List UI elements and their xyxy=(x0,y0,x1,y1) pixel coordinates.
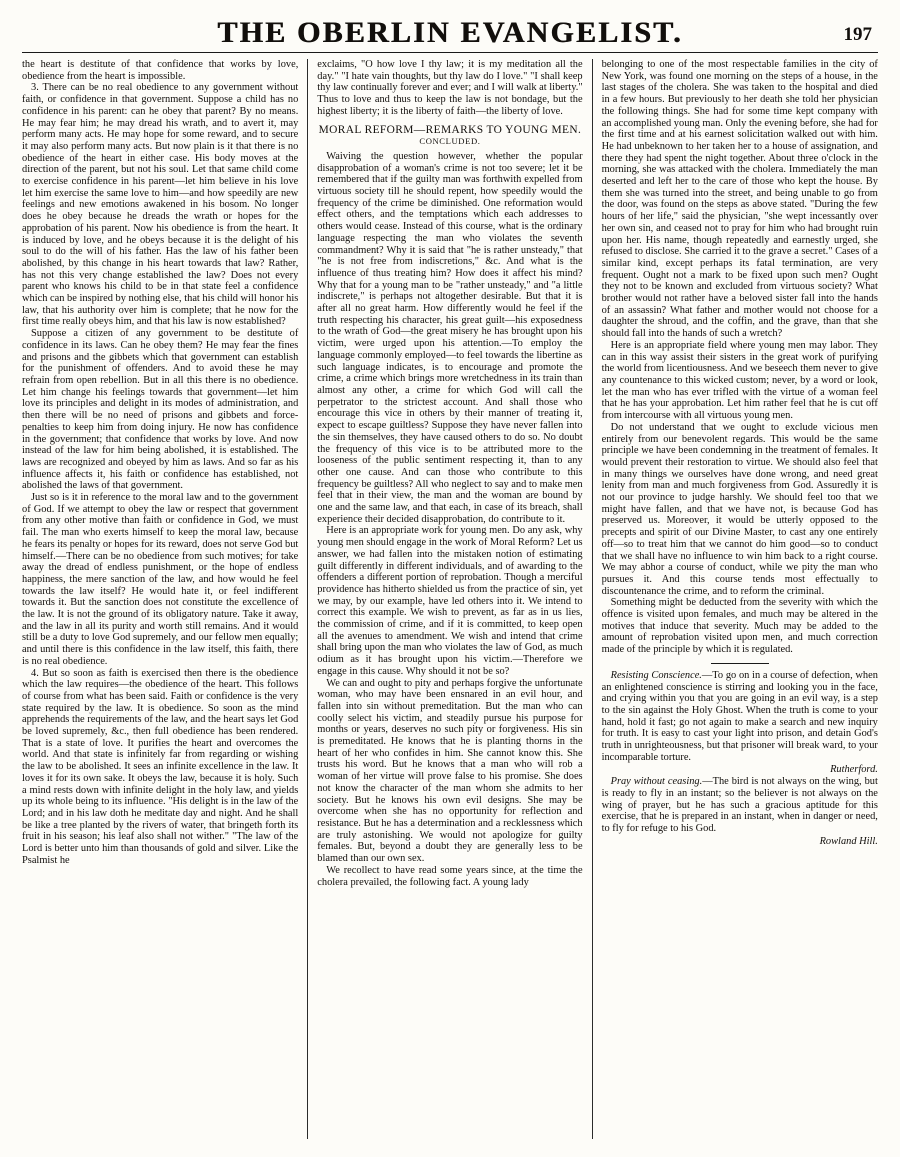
masthead-divider xyxy=(22,52,878,53)
filler-item-1-title: Resisting Conscience. xyxy=(610,669,702,681)
page-number: 197 xyxy=(843,24,872,45)
filler-item-2 xyxy=(602,776,878,835)
filler-item-2-text: —The bird is not always on the wing, but is ready to fly in an instant; so the believer is not always on the wing of prayer, but he has such a gracious aptitude for this exercise, that he is prepared in an instant, when in danger or need, to fly for refuge to his God. xyxy=(601,776,878,834)
paragraph: Here is an appropriate work for young men. Do any ask, why young men should engage in the work of Moral Reform? Let us answer, we had fallen into the mistaken notion of estimating guilt differently in different individuals, and of awarding to the offenders a different portion of reprobation. Though a merciful providence has hitherto shielded us from the practice of sin, yet we may, by our example, have led others into it. We intend to correct this example. We wish to prevent, as far as in us lies, the commission of crime, and if it is committed, to keep open all the avenues to amendment. We wish and intend that crime shall bring upon the man who violates the law of God, as much odium as it has brought upon his victim.—Therefore we engage in this cause. Why should it not be so? xyxy=(317,525,583,677)
article-heading: MORAL REFORM—REMARKS TO YOUNG MEN. xyxy=(318,123,582,136)
filler-item-1-signature: Rutherford. xyxy=(830,764,878,776)
paragraph: Suppose a citizen of any government to be destitute of confidence in its laws. Can he obey them? He may fear the fines and prisons and the gibbets which that government can establish for the punishment of offenders. And to avoid these he may refrain from open rebellion. But in all this there is no obedience. Let him change his feelings towards that government—let him love its principles and delight in its modes of administration, and then there will be no need of prisons and gibbets and force-penalties to keep him from doing injury. He now has confidence in the government; that confidence that works by love. And now instead of the law for him being abolished, it is established. The laws are recognized and obeyed by him as laws. And so far as his influence affects it, his faith or confidence has established, not abolished the laws of that government. xyxy=(22,328,299,492)
paragraph: Just so is it in reference to the moral law and to the government of God. If we attempt to obey the law or respect that government from any other motive than faith or confidence in God, we must fail. The man who exerts himself to keep the moral law, because he fears its penalty or hopes for its reward, does not serve God but himself.—There can be no obedience from such motives; for take away the dread of endless punishment, or the hope of endless happiness, the mere sanction of the law, and how would he feel towards the law itself? He would hate it, or feel indifferent towards it. But the sanction does not constitute the excellence of the law. It is not the ground of its obligatory nature. Take it away, and the law in all its purity and worth still remains. And it would still be a duty to love God supremely, and our fellow men equally; and until there is this confidence in the law itself, this faith, there is no real obedience. xyxy=(22,492,299,667)
paragraph: the heart is destitute of that confidence that works by love, obedience from the heart is impossible. xyxy=(22,59,299,82)
paragraph: Do not understand that we ought to exclude vicious men entirely from our benevolent regards. This would be the same principle we have been condemning in the treatment of females. It would prevent their restoration to virtue. We should also feel that in many things we ourselves have done wrong, and need great lenity from man and much forgiveness from God. Assuredly it is not our province to judge harshly. We should feel too that we might have fallen, and that we have not, is because God has preserved us. Moreover, it would be utterly opposed to the precepts and spirit of our Divine Master, to cast any one entirely off—so to treat him that we cannot do him good—so to conduct that we shall have no influence to win him back to a right course. We may abhor a course of conduct, while we pity the man who pursues it. And this course tends most effectually to discountenance the crime, and to reform the criminal. xyxy=(601,421,878,597)
publication-title: THE OBERLIN EVANGELIST. xyxy=(217,16,683,49)
paragraph: 3. There can be no real obedience to any government without faith, or confidence in that government. Suppose a child has no confidence in his parent: can he obey that parent? By no means. He may fear him; he may dread his wrath, and to avert it, may perform many acts. He may hope for some reward, and to secure it may also perform many acts. But now plain is it that there is no obedience of the heart in either case. His body moves at the direction of the parent, but not his soul. Let that same child come to exercise confidence in his parent—let him believe in his love let him exercise the same love to him—and how speedily are new feelings and new emotions awakened in his bosom. No longer does he obey because he dreads the wrath or hopes for the approbation of his parent. Now his obedience is from the heart. It is induced by love, and he obeys because it is the delight of his soul to do the will of his father. Has the law of his father been abolished, by this change in his heart towards that law? Rather, has not this very change established the law? Does not every parent who knows his child to be in that state feel a confidence which can be inspired by nothing else, that his child will honor his law, that his authority over him is complete; that he now for the first time really obeys him, and that his law is now established? xyxy=(22,82,299,328)
section-divider xyxy=(711,663,769,664)
paragraph: We can and ought to pity and perhaps forgive the unfortunate woman, who may have been ensnared in an evil hour, and fallen into sin without premeditation. But the man who can coolly select his victim, and steadily pursue his purpose for months or years, deserves no such pity or forgiveness. His sin is premeditated. He knows that he is planting thorns in the heart of her who confides in him. She cannot know this. She trusts his word. But he knows that a man who will rob a woman of her virtue will prove false to his promise. She does not know the character of the man whom she admits to her society. But he knows his own evil designs. She may be overcome when she has no opportunity for reflection and resistance. But he has a determination and a recklessness which are truly astonishing. We would not apologize for guilty females. But, beyond a doubt they are generally less to be blamed than our own sex. xyxy=(317,677,583,865)
paragraph: belonging to one of the most respectable families in the city of New York, was found one morning on the steps of a house, in the last stages of the cholera. She was taken to the hospital and died in a few hours. But previously to her death she told her physician the following things. She had for some time kept company with an accomplished young man. Only the evening before, she had for the first time and at his earnest solicitation walked out with him. He had unbeknown to her taken her to a house of assignation, and there they had spent the night together. About three o'clock in the morning, she was attacked with the cholera. Immediately the man deserted and left her to the care of those who kept the house. By them she was turned into the street, and being unable to go from the door, was found on the steps as above stated. "During the few hours of her life," said the physician, "she wept incessantly over her own sin, and ceased not to pray for him who had brought ruin upon her. His name, though repeatedly and earnestly urged, she refused to disclose. She carried it to the grave a secret." Cases of a similar kind, except perhaps its fatal termination, are very frequent. Ought not a mark to be fixed upon such men? Ought they not to be known and excluded from virtuous society? What brother would not rather have a beloved sister fall into the hands of an assassin? What father and mother would not choose for a daughter the shroud, and the coffin, and the grave, than that she should fall into the hands of such a wretch? xyxy=(601,59,878,340)
article-columns xyxy=(22,59,878,1139)
column-1 xyxy=(22,59,307,1139)
filler-item-1 xyxy=(602,670,878,764)
paragraph: 4. But so soon as faith is exercised then there is the obedience which the law requires—the obedience of the heart. This follows of course from what has been said. Faith or confidence is the very state required by the law. It is obedience. So soon as the mind apprehends the requirements of the law, and the heart says let God be loved supremely, &c., then full obedience has been rendered. That is a state of love. It purifies the heart and overcomes the world. And that state is infinitely far from regarding or wishing the law to be abolished. It sees an infinite excellence in the law. It loves it for its own sake. It obeys the law, because it is holy. Such a mind rests down with infinite delight in the holy law, and yields up its whole being to its influence. "His delight is in the law of the Lord; and in his law doth he meditate day and night. And he shall be like a tree planted by the rivers of water, that bringeth forth its fruit in his season; his leaf also shall not wither." "The law of the Lord is better unto him than thousands of gold and silver. Like the Psalmist he xyxy=(22,667,299,866)
paragraph: We recollect to have read some years since, at the time the cholera prevailed, the following fact. A young lady xyxy=(317,864,583,888)
column-3 xyxy=(593,59,878,1139)
masthead xyxy=(22,14,878,48)
paragraph: Waiving the question however, whether the popular disapprobation of a woman's crime is not too severe; let it be remembered that if the guilty man was forthwith expelled from virtuous society till he should repent, how speedily would the frequency of the crime be diminished. One reformation would effect others, and the temptations which each addresses to others would cease. Instead of this course, what is the ordinary language respecting the man who violates the seventh commandment? Why it is said that "he is rather unsteady," that "he is not free from indiscretions," &c. And what is the influence of thus treating him? How does it affect his mind? Why that for a young man to be "rather unsteady," and "a little indiscrete," is perhaps not altogether desirable. But that it is after all no great harm. How differently would he feel if the truth respecting his character, his great guilt—his exposedness to the wrath of God—the great misery he has brought upon his victim, were urged upon his attention.—To employ the language commonly employed—to feel towards the libertine as such language indicates, is to encourage and promote the crime, a crime which brings more wretchedness in its train than almost any other, a crime for which God will call the perpetrator to the strictest account. And shall those who encourage this vice in others by their manner of treating it, expect to escape guiltless? Suppose they have never fallen into the sin themselves, they have caused others to do so. No doubt the frequency of this vice is to be attributed more to the looseness of the public sentiment respecting it, than to any other one cause. And can those who contribute to this frequency be guiltless? All who neglect to say and to make men feel that in their view, the man and the woman are bound by one and the same law, and that each, in case of its breach, shall experience their decided disapprobation, do contribute to it. xyxy=(317,150,583,525)
article-subheading: CONCLUDED. xyxy=(419,136,481,147)
filler-item-2-title: Pray without ceasing. xyxy=(610,776,703,788)
paragraph: Here is an appropriate field where young men may labor. They can in this way assist their sisters in the great work of purifying the world from licentiousness. And we beseech them never to give any countenance to this wicked custom; never, by a word or look, let the man who has ever trifled with the virtue of a woman feel that he has your approbation. Let him rather feel that he is cut off from intercourse with all virtuous young men. xyxy=(601,339,878,422)
paragraph: Something might be deducted from the severity with which the offence is visited upon females, and much may be altered in the motives that induce that severity. Much may be added to the amount of reprobation visited upon men, and much correction made of the principle by which it is regulated. xyxy=(601,597,878,656)
filler-item-1-text: —To go on in a course of defection, when an enlightened conscience is stirring and looking you in the face, and crying within you that you are going in an evil way, is a step to the sin against the Holy Ghost. When the truth is come to your hand, hold it fast; go not again to make a search and new inquiry for truth. It is easy to cast your light into prison, and detain God's truth in unrighteousness, but that prisoner will break ward, to your incomparable torture. xyxy=(601,669,878,763)
column-2 xyxy=(307,59,592,1139)
paragraph: exclaims, "O how love I thy law; it is my meditation all the day." "I hate vain thoughts, but thy law do I love." "I shall keep thy law continually forever and ever; and I will walk at liberty." Thus to love and thus to keep the law is not bondage, but the highest liberty; it is the liberty of faith—the liberty of love. xyxy=(317,59,583,117)
filler-item-2-signature: Rowland Hill. xyxy=(819,835,878,847)
